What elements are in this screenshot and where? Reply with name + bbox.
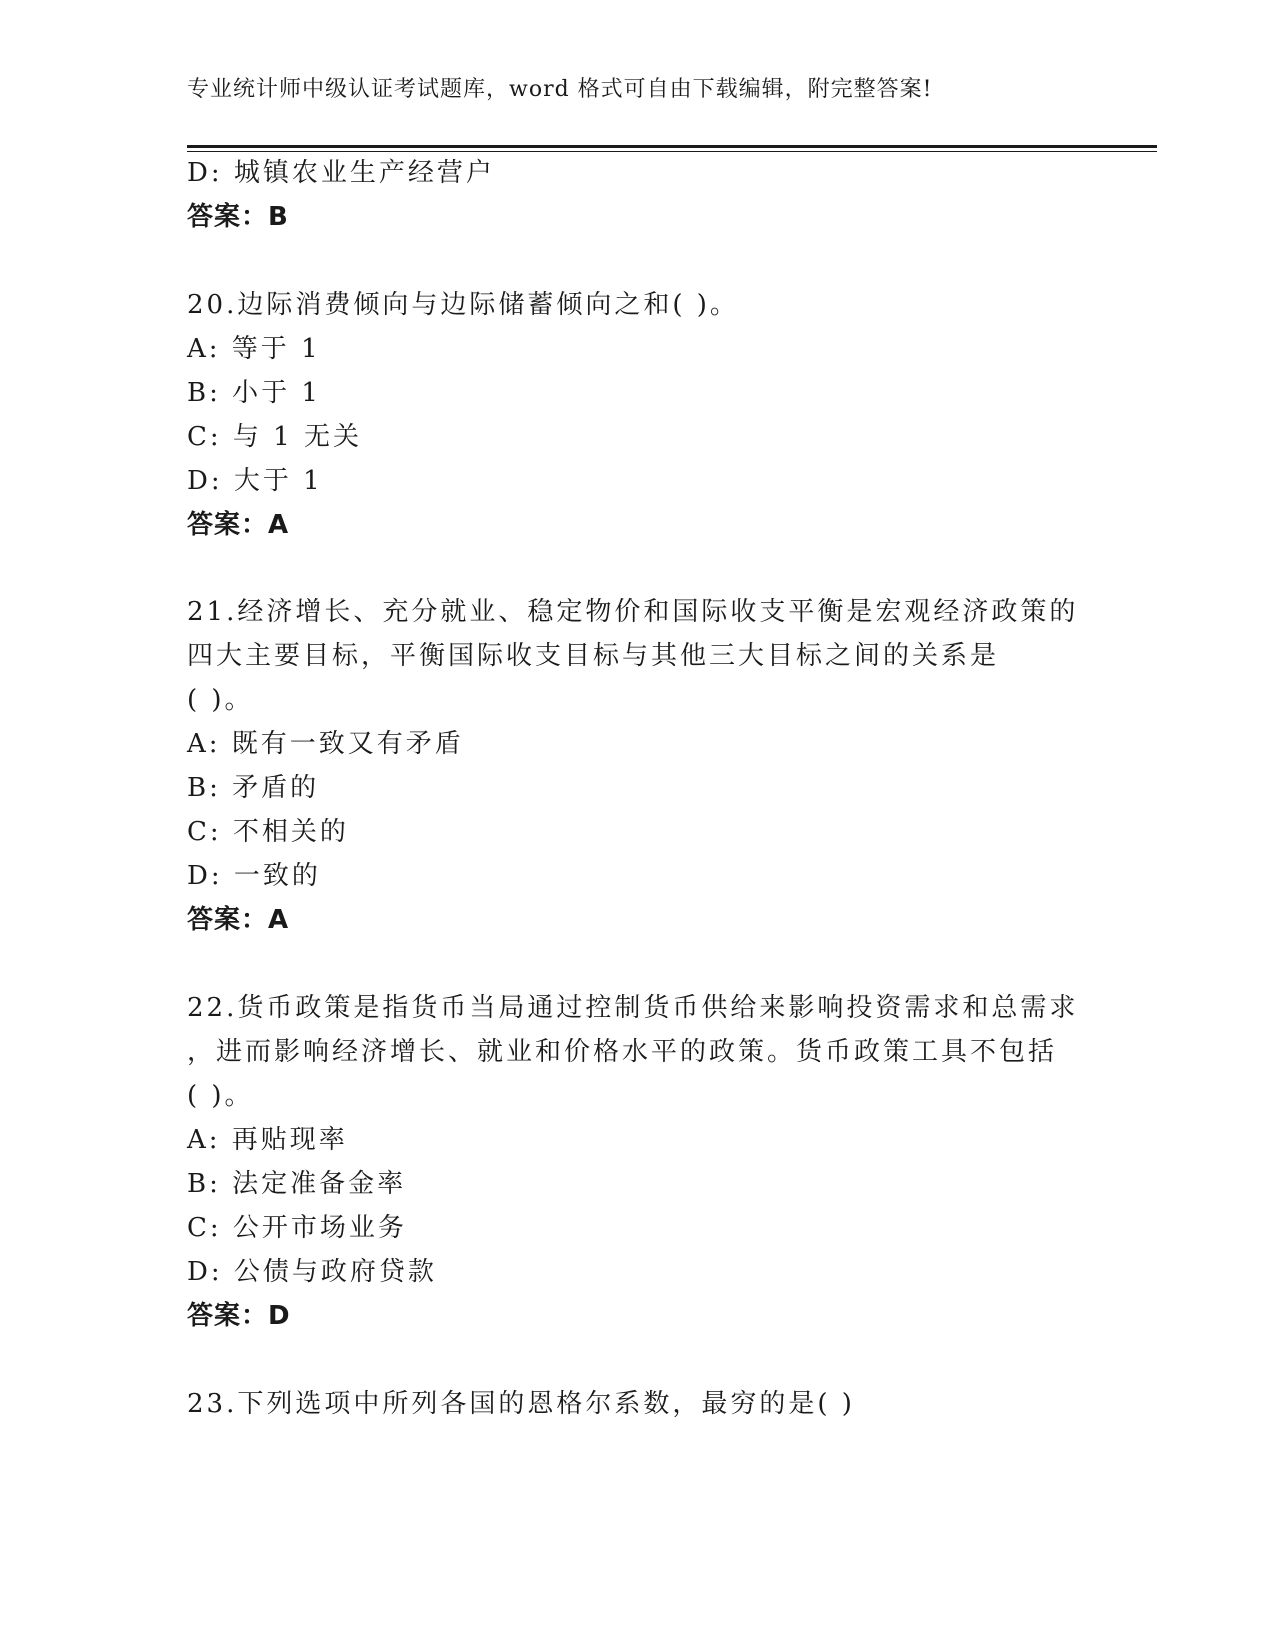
header-rule-thick [187, 145, 1157, 148]
q20-answer: 答案：A [187, 510, 290, 540]
q21-option-d: D: 一致的 [187, 861, 321, 891]
q21-stem-line2: 四大主要目标，平衡国际收支目标与其他三大目标之间的关系是 [187, 641, 1000, 671]
q22-option-a: A: 再贴现率 [187, 1125, 348, 1155]
q22-option-b: B: 法定准备金率 [187, 1169, 407, 1199]
q22-stem-line2: ，进而影响经济增长、就业和价格水平的政策。货币政策工具不包括 [187, 1037, 1058, 1067]
q22-stem-line1: 22.货币政策是指货币当局通过控制货币供给来影响投资需求和总需求 [187, 993, 1079, 1023]
q20-option-a: A: 等于 1 [187, 334, 321, 364]
q22-option-d: D: 公债与政府贷款 [187, 1257, 437, 1287]
q21-option-c: C: 不相关的 [187, 817, 349, 847]
q22-answer: 答案：D [187, 1301, 291, 1331]
q22-stem-line3: ( )。 [187, 1081, 254, 1111]
header-rule-thin [187, 151, 1157, 152]
q21-option-a: A: 既有一致又有矛盾 [187, 729, 464, 759]
q23-stem: 23.下列选项中所列各国的恩格尔系数，最穷的是( ) [187, 1389, 855, 1419]
q20-option-d: D: 大于 1 [187, 466, 323, 496]
q21-stem-line1: 21.经济增长、充分就业、稳定物价和国际收支平衡是宏观经济政策的 [187, 597, 1079, 627]
q20-option-c: C: 与 1 无关 [187, 422, 362, 452]
q21-option-b: B: 矛盾的 [187, 773, 320, 803]
page-header: 专业统计师中级认证考试题库，word 格式可自由下载编辑，附完整答案! [187, 77, 933, 102]
q19-option-d: D: 城镇农业生产经营户 [187, 158, 495, 188]
q19-answer: 答案：B [187, 202, 289, 232]
q21-answer: 答案：A [187, 905, 290, 935]
q21-stem-line3: ( )。 [187, 685, 254, 715]
q20-option-b: B: 小于 1 [187, 378, 321, 408]
q22-option-c: C: 公开市场业务 [187, 1213, 407, 1243]
q20-stem: 20.边际消费倾向与边际储蓄倾向之和( )。 [187, 290, 739, 320]
